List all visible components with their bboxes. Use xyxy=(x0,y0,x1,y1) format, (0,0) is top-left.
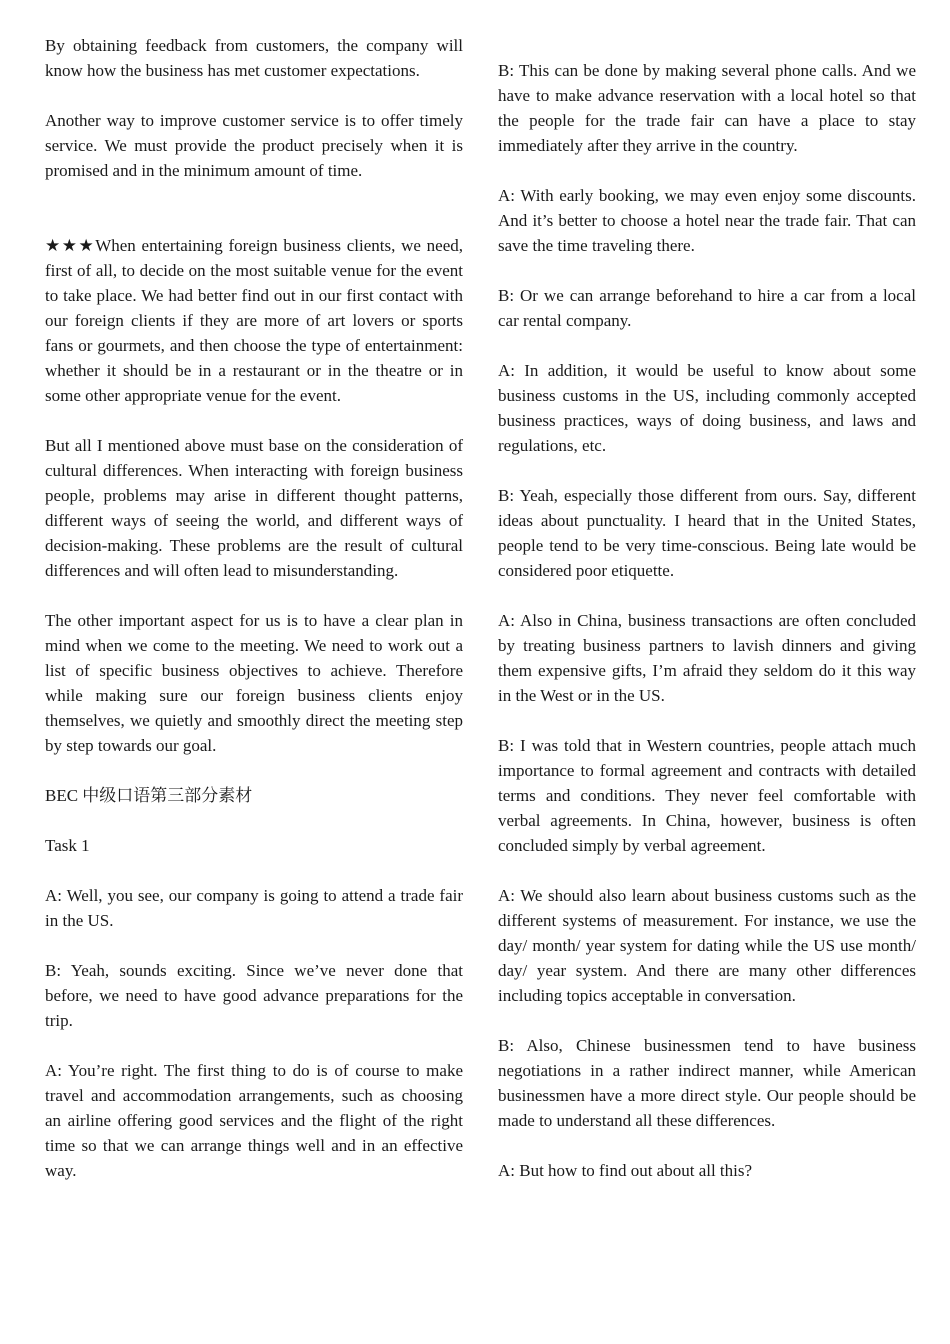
task-label: Task 1 xyxy=(45,836,90,855)
dialogue-line: A: Also in China, business transactions are often concluded by treating business partners to lavish dinners and giving them expensive gifts, I’m afraid they seldom do it this way in the West or in the US. xyxy=(498,611,916,705)
dialogue-line: A: In addition, it would be useful to know about some business customs in the US, including commonly accepted business practices, ways of doing business, and laws and regulations, etc. xyxy=(498,361,916,455)
dialogue-line: B: Yeah, sounds exciting. Since we’ve never done that before, we need to have good advance preparations for the trip. xyxy=(45,961,463,1030)
right-column xyxy=(498,58,916,1208)
paragraph-feedback: By obtaining feedback from customers, the company will know how the business has met customer expectations. xyxy=(45,36,463,80)
dialogue-line: B: Also, Chinese businessmen tend to have business negotiations in a rather indirect manner, while American businessmen have a more direct style. Our people should be made to understand all these differences. xyxy=(498,1036,916,1130)
dialogue-line: B: Or we can arrange beforehand to hire a car from a local car rental company. xyxy=(498,286,916,330)
paragraph-cultural-differences: But all I mentioned above must base on the consideration of cultural differences. When interacting with foreign business people, problems may arise in different thought patterns, different ways of seeing the world, and different ways of decision-making. These problems are the result of cultural differences and will often lead to misunderstanding. xyxy=(45,436,463,580)
paragraph-timely-service: Another way to improve customer service is to offer timely service. We must provide the product precisely when it is promised and in the minimum amount of time. xyxy=(45,111,463,180)
dialogue-line: A: We should also learn about business customs such as the different systems of measurement. For instance, we use the day/ month/ year system for dating while the US use month/ day/ year system. And there are many other differences including topics acceptable in conversation. xyxy=(498,886,916,1005)
dialogue-line: B: This can be done by making several phone calls. And we have to make advance reservation with a local hotel so that the people for the trade fair can have a place to stay immediately after they arrive in the country. xyxy=(498,61,916,155)
paragraph-clear-plan: The other important aspect for us is to have a clear plan in mind when we come to the meeting. We need to work out a list of specific business objectives to achieve. Therefore while making sure our foreign business clients enjoy themselves, we quietly and smoothly direct the meeting step by step towards our goal. xyxy=(45,611,463,755)
dialogue-line: B: Yeah, especially those different from ours. Say, different ideas about punctuality. I heard that in the United States, people tend to be very time-conscious. Being late would be considered poor etiquette. xyxy=(498,486,916,580)
dialogue-line: B: I was told that in Western countries, people attach much importance to formal agreement and contracts with detailed terms and conditions. They never feel comfortable with verbal agreements. In China, however, business is often concluded simply by verbal agreement. xyxy=(498,736,916,855)
paragraph-entertaining-clients: ★★★When entertaining foreign business clients, we need, first of all, to decide on the most suitable venue for the event to take place. We had better find out in our first contact with our foreign clients if they are more of art lovers or sports fans or gourmets, and then choose the type of entertainment: whether it should be in a restaurant or in the theatre or in some other appropriate venue for the event. xyxy=(45,236,463,405)
dialogue-line: A: You’re right. The first thing to do is of course to make travel and accommodation arrangements, such as choosing an airline offering good services and the flight of the right time so that we can arrange things well and in an effective way. xyxy=(45,1061,463,1180)
dialogue-line: A: But how to find out about all this? xyxy=(498,1161,753,1180)
section-heading: BEC 中级口语第三部分素材 xyxy=(45,786,253,805)
dialogue-line: A: With early booking, we may even enjoy some discounts. And it’s better to choose a hotel near the trade fair. That can save the time traveling there. xyxy=(498,186,916,255)
left-column xyxy=(45,33,463,1208)
dialogue-line: A: Well, you see, our company is going to attend a trade fair in the US. xyxy=(45,886,463,930)
